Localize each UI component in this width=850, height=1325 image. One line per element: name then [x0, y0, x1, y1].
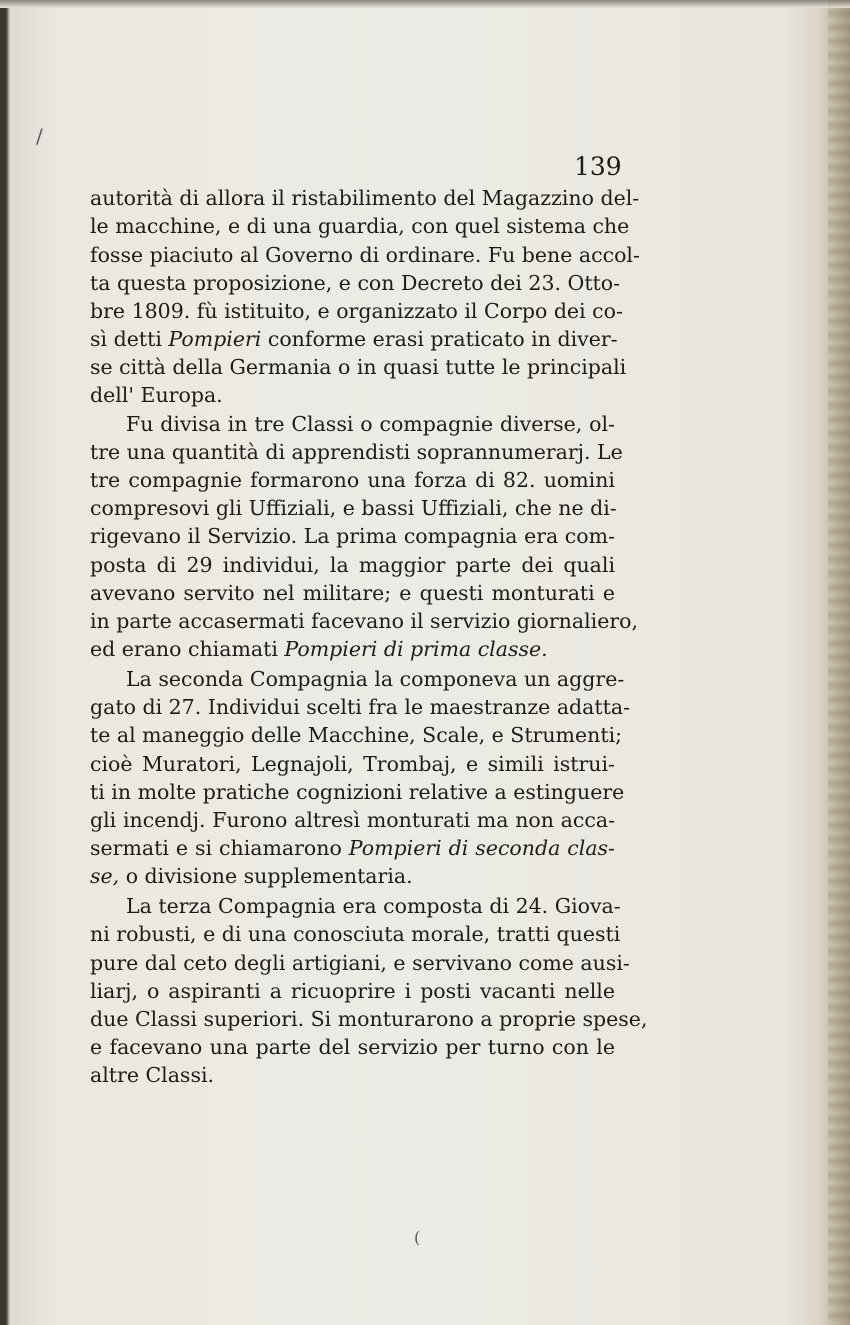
text-line: se, o divisione supplementaria. [90, 864, 413, 888]
margin-mark: / [36, 124, 43, 148]
italic-term: Pompieri di seconda clas- [348, 836, 615, 860]
text-line: tre una quantità di apprendisti soprannumerarj. Le [90, 440, 623, 464]
italic-term: Pompieri di prima classe. [284, 637, 548, 661]
signature-mark: ( [414, 1228, 421, 1247]
text-line: liarj, o aspiranti a ricuoprire i posti vacanti nelle [90, 979, 615, 1003]
text-line: in parte accasermati facevano il servizio giornaliero, [90, 609, 639, 633]
text-line: gato di 27. Individui scelti fra le maestranze adatta- [90, 695, 631, 719]
text-line: bre 1809. fù istituito, e organizzato il Corpo dei co- [90, 299, 623, 323]
text-line: te al maneggio delle Macchine, Scale, e Strumenti; [90, 723, 623, 747]
text-line: gli incendj. Furono altresì monturati ma non acca- [90, 808, 615, 832]
italic-term: se, [90, 864, 120, 888]
text-line: compresovi gli Uffiziali, e bassi Uffiziali, che ne di- [90, 496, 617, 520]
text-line: tre compagnie formarono una forza di 82. uomini [90, 468, 615, 492]
text-line: dell' Europa. [90, 383, 223, 407]
page-number: 139 [574, 152, 622, 181]
text-line: due Classi superiori. Si monturarono a proprie spese, [90, 1007, 648, 1031]
text-line: pure dal ceto degli artigiani, e servivano come ausi- [90, 951, 630, 975]
text-line: ta questa proposizione, e con Decreto dei 23. Otto- [90, 271, 621, 295]
text-line: le macchine, e di una guardia, con quel sistema che [90, 214, 630, 238]
text-line: ti in molte pratiche cognizioni relative a estinguere [90, 780, 625, 804]
text-line: ni robusti, e di una conosciuta morale, tratti questi [90, 922, 621, 946]
text-line: autorità di allora il ristabilimento del Magazzino del- [90, 186, 640, 210]
text-line: La terza Compagnia era composta di 24. Giova- [126, 894, 621, 918]
text-line: cioè Muratori, Legnajoli, Trombaj, e simili istrui- [90, 752, 615, 776]
text-line: Fu divisa in tre Classi o compagnie diverse, ol- [126, 412, 615, 436]
text-line: sì detti Pompieri conforme erasi praticato in diver- [90, 327, 618, 351]
text-line: La seconda Compagnia la componeva un aggre- [126, 667, 625, 691]
text-line: e facevano una parte del servizio per turno con le [90, 1035, 615, 1059]
text-line: ed erano chiamati Pompieri di prima classe. [90, 637, 548, 661]
text-line: rigevano il Servizio. La prima compagnia era com- [90, 524, 615, 548]
text-line: altre Classi. [90, 1063, 215, 1087]
text-line: se città della Germania o in quasi tutte le principali [90, 355, 627, 379]
text-line: avevano servito nel militare; e questi monturati e [90, 581, 615, 605]
text-line: fosse piaciuto al Governo di ordinare. Fu bene accol- [90, 243, 640, 267]
page-top-edge [0, 0, 850, 8]
text-line: sermati e si chiamarono Pompieri di seconda clas- [90, 836, 615, 860]
italic-term: Pompieri [168, 327, 262, 351]
text-line: posta di 29 individui, la maggior parte dei quali [90, 553, 615, 577]
